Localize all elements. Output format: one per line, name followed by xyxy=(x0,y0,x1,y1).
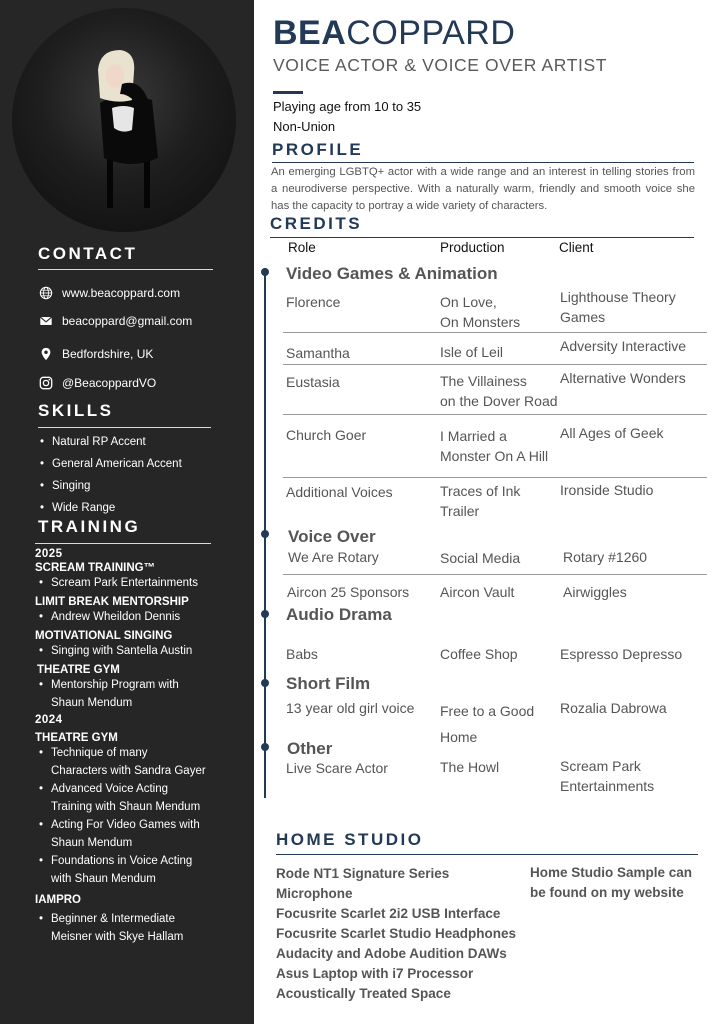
location-pin-icon xyxy=(38,346,54,362)
skill-item: • General American Accent xyxy=(38,453,182,475)
training-item: • Scream Park Entertainments xyxy=(35,574,245,592)
credit-client: Rozalia Dabrowa xyxy=(560,700,667,716)
credit-client: Espresso Depresso xyxy=(560,646,683,662)
contact-email[interactable] xyxy=(38,313,192,329)
training-item: • Singing with Santella Austin xyxy=(35,642,245,660)
accent-bar xyxy=(273,91,303,94)
training-item: • Andrew Wheildon Dennis xyxy=(35,608,245,626)
profile-photo xyxy=(12,8,236,232)
training-heading: TRAINING xyxy=(38,517,141,536)
credit-production: Aircon Vault xyxy=(440,584,515,600)
training-title: LIMIT BREAK MENTORSHIP xyxy=(35,596,189,608)
credit-role: Aircon 25 Sponsors xyxy=(287,584,410,600)
credit-production: Isle of Leil xyxy=(440,344,504,360)
credit-production: Traces of Ink Trailer xyxy=(440,483,521,519)
credit-client: Alternative Wonders xyxy=(560,370,686,386)
skill-item: • Wide Range xyxy=(38,497,182,519)
timeline-dot xyxy=(261,679,269,687)
category-other: Other xyxy=(287,739,333,758)
location-text: Bedfordshire, UK xyxy=(62,347,154,361)
credit-production: Free to a Good Home xyxy=(440,703,535,745)
playing-age: Playing age from 10 to 35 xyxy=(273,99,422,114)
credit-production: I Married a Monster On A Hill xyxy=(440,428,549,464)
studio-item: Rode NT1 Signature Series xyxy=(276,866,450,881)
skill-item: • Singing xyxy=(38,475,182,497)
email-text[interactable]: beacoppard@gmail.com xyxy=(62,314,193,328)
column-production: Production xyxy=(440,240,505,255)
credit-production: On Love, On Monsters xyxy=(440,294,521,330)
credit-role: 13 year old girl voice xyxy=(286,700,415,716)
credit-client: Adversity Interactive xyxy=(560,338,687,354)
job-title: VOICE ACTOR & VOICE OVER ARTIST xyxy=(273,55,608,75)
skills-divider xyxy=(38,427,211,428)
training-title: THEATRE GYM xyxy=(35,732,118,744)
training-divider xyxy=(35,543,211,544)
training-title: SCREAM TRAINING™ xyxy=(35,562,156,574)
row-divider xyxy=(283,477,707,478)
timeline-dot xyxy=(261,610,269,618)
training-item: • Technique of many Characters with Sandra Gayer xyxy=(35,744,245,780)
studio-item: Focusrite Scarlet 2i2 USB Interface xyxy=(276,906,501,921)
credits-heading: CREDITS xyxy=(270,214,363,233)
studio-item: Acoustically Treated Space xyxy=(276,986,451,1001)
credit-role: Florence xyxy=(286,294,341,310)
credit-client: Airwiggles xyxy=(563,584,627,600)
training-item: • Foundations in Voice Acting with Shaun Mendum xyxy=(35,852,245,888)
website-text[interactable]: www.beacoppard.com xyxy=(62,286,181,300)
sidebar xyxy=(0,0,254,1024)
training-title: MOTIVATIONAL SINGING xyxy=(35,630,173,642)
instagram-icon xyxy=(38,375,54,391)
training-section xyxy=(35,548,245,946)
profile-divider xyxy=(272,162,694,163)
category-video-games: Video Games & Animation xyxy=(286,264,498,283)
profile-text: An emerging LGBTQ+ actor with a wide range and an interest in telling stories from a neurodiverse perspective. With a naturally warm, friendly and smooth voice she has the capacity to portray a wide variety of characters. xyxy=(271,166,695,212)
training-title: IAMPRO xyxy=(35,894,81,906)
credit-role: Samantha xyxy=(286,345,350,361)
credit-production: Coffee Shop xyxy=(440,646,518,662)
credit-role: Additional Voices xyxy=(286,484,393,500)
category-voice-over: Voice Over xyxy=(288,527,376,546)
studio-item: Audacity and Adobe Audition DAWs xyxy=(276,946,507,961)
credit-role: Church Goer xyxy=(286,427,367,443)
training-item: • Advanced Voice Acting Training with Shaun Mendum xyxy=(35,780,245,816)
contact-instagram[interactable] xyxy=(38,375,156,391)
credit-production: The Howl xyxy=(440,759,500,775)
home-studio-list xyxy=(276,864,516,1004)
last-name: COPPARD xyxy=(346,14,516,52)
timeline-dot xyxy=(261,268,269,276)
row-divider xyxy=(283,332,707,333)
credit-role: We Are Rotary xyxy=(288,549,379,565)
row-divider xyxy=(283,414,707,415)
union-status: Non-Union xyxy=(273,119,336,134)
category-audio-drama: Audio Drama xyxy=(286,605,392,624)
credit-role: Eustasia xyxy=(286,374,340,390)
home-studio-divider xyxy=(276,854,698,855)
training-title: THEATRE GYM xyxy=(37,664,120,676)
studio-item: Focusrite Scarlet Studio Headphones xyxy=(276,926,517,941)
instagram-text[interactable]: @BeacoppardVO xyxy=(62,376,157,390)
training-item: • Mentorship Program with Shaun Mendum xyxy=(35,676,245,712)
contact-divider xyxy=(38,269,213,270)
training-year: 2024 xyxy=(35,714,63,726)
row-divider xyxy=(283,364,707,365)
credit-client: Ironside Studio xyxy=(560,482,654,498)
portrait-illustration xyxy=(12,8,236,232)
skills-heading: SKILLS xyxy=(38,401,114,420)
credits-divider xyxy=(270,237,694,238)
column-role: Role xyxy=(288,240,316,255)
row-divider xyxy=(283,574,707,575)
training-year: 2025 xyxy=(35,548,63,560)
contact-heading: CONTACT xyxy=(38,244,138,263)
studio-item: Microphone xyxy=(276,886,353,901)
credit-client: Scream Park Entertainments xyxy=(560,758,655,794)
credit-role: Babs xyxy=(286,646,318,662)
timeline-dot xyxy=(261,530,269,538)
contact-location xyxy=(38,346,153,362)
credit-client: Rotary #1260 xyxy=(563,549,648,565)
home-studio-heading: HOME STUDIO xyxy=(276,830,424,849)
studio-item: Asus Laptop with i7 Processor xyxy=(276,966,474,981)
name-heading xyxy=(273,14,515,53)
training-item: • Beginner & Intermediate Meisner with Skye Hallam xyxy=(35,910,245,946)
globe-icon xyxy=(38,285,54,301)
timeline-dot xyxy=(261,743,269,751)
category-short-film: Short Film xyxy=(286,674,371,693)
home-studio-note: Home Studio Sample can be found on my website xyxy=(530,865,693,900)
training-item: • Acting For Video Games with Shaun Mendum xyxy=(35,816,245,852)
contact-website[interactable] xyxy=(38,285,180,301)
credit-production: The Villainess on the Dover Road xyxy=(440,373,558,409)
skill-item: • Natural RP Accent xyxy=(38,431,182,453)
skills-list xyxy=(38,431,182,519)
credit-role: Live Scare Actor xyxy=(286,760,388,776)
column-client: Client xyxy=(559,240,594,255)
credit-client: All Ages of Geek xyxy=(560,425,664,441)
credit-production: Social Media xyxy=(440,550,521,566)
email-icon xyxy=(38,313,54,329)
first-name: BEA xyxy=(273,14,347,52)
credit-client: Lighthouse Theory Games xyxy=(560,289,676,325)
profile-heading: PROFILE xyxy=(272,140,364,159)
